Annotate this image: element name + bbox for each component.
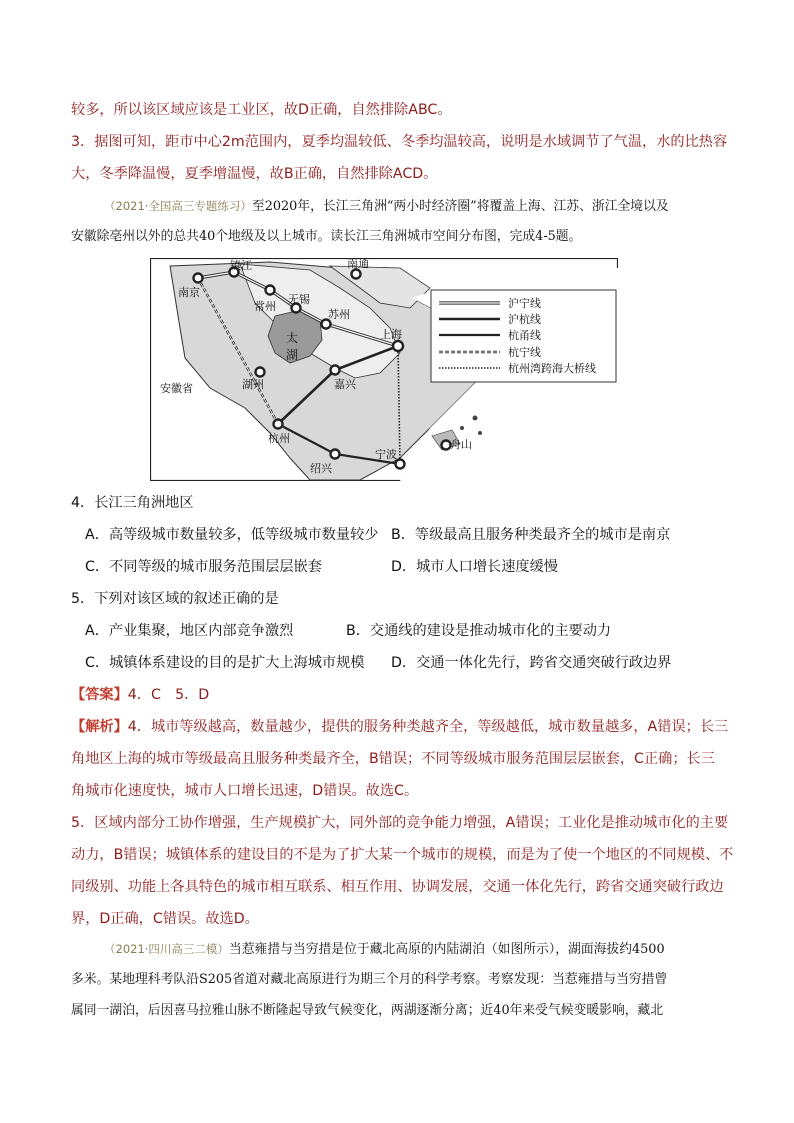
city-label: 常州 xyxy=(254,300,276,313)
analysis-line: 动力，B错误；城镇体系的建设目的不是为了扩大某一个城市的规模，而是为了使一个地区的不同规模、不 xyxy=(71,847,734,863)
city-jiaxing-marker xyxy=(331,366,340,375)
analysis-text: 4．城市等级越高，数量越少，提供的服务种类越齐全，等级越低，城市数量越多，A错误；长三 xyxy=(127,719,729,735)
analysis-line xyxy=(71,717,728,737)
analysis-line: 5．区域内部分工协作增强，生产规模扩大，同外部的竞争能力增强，A错误；工业化是推动城市化的主要 xyxy=(71,815,729,831)
city-label: 绍兴 xyxy=(310,462,332,475)
city-nantong-marker xyxy=(352,270,361,279)
stem-text: 至2020年，长江三角洲“两小时经济圈”将覆盖上海、江苏、浙江全境以及 xyxy=(251,199,669,214)
option-4a: A．高等级城市数量较多，低等级城市数量较少 xyxy=(85,527,379,543)
option-4d: D．城市人口增长速度缓慢 xyxy=(391,559,558,575)
legend-label: 沪宁线 xyxy=(508,297,541,310)
option-4c: C．不同等级的城市服务范围层层嵌套 xyxy=(85,559,322,575)
stem-text: 属同一湖泊，后因喜马拉雅山脉不断隆起导致气候变化，两湖逐渐分离；近40年来受气候变暖影响，藏北 xyxy=(71,1003,664,1018)
question-5-stem: 5．下列对该区域的叙述正确的是 xyxy=(71,591,279,607)
city-label: 苏州 xyxy=(328,308,350,321)
legend-label: 杭宁线 xyxy=(508,346,541,359)
legend-label: 杭州湾跨海大桥线 xyxy=(508,362,596,375)
city-shaoxing-marker xyxy=(331,450,340,459)
option-4b: B．等级最高且服务种类最齐全的城市是南京 xyxy=(391,527,671,543)
city-label: 宁波 xyxy=(375,448,397,461)
lake-label: 湖 xyxy=(286,348,299,362)
analysis-line: 3．据图可知，距市中心2m范围内，夏季均温较低、冬季均温较高，说明是水域调节了气温，水的比热容 xyxy=(71,134,728,150)
option-5d: D．交通一体化先行，跨省交通突破行政边界 xyxy=(391,655,672,671)
map-legend xyxy=(431,290,616,382)
question-stem xyxy=(0,197,794,216)
analysis-label: 【解析】 xyxy=(71,719,128,735)
answer-text: 4．C 5．D xyxy=(127,687,210,703)
city-changzhou-marker xyxy=(266,286,275,295)
option-5a: A．产业集聚，地区内部竞争激烈 xyxy=(85,623,294,639)
city-label: 南通 xyxy=(347,258,369,270)
city-label: 湖州 xyxy=(242,378,264,391)
analysis-line: 同级别、功能上各具特色的城市相互联系、相互作用、协调发展，交通一体化先行，跨省交通突破行政边 xyxy=(71,879,724,895)
answer-label: 【答案】 xyxy=(71,687,128,703)
stem-text: 当惹雍措与当穷措是位于藏北高原的内陆湖泊（如图所示），湖面海拔约4500 xyxy=(228,942,665,957)
lake-label: 太 xyxy=(286,331,299,345)
city-nanjing-marker xyxy=(194,274,203,283)
question-4-stem: 4．长江三角洲地区 xyxy=(71,495,194,511)
city-huzhou-marker xyxy=(256,368,265,377)
analysis-line: 角城市化速度快，城市人口增长迅速，D错误。故选C。 xyxy=(71,783,419,799)
city-label: 杭州 xyxy=(268,432,290,445)
legend-label: 沪杭线 xyxy=(508,313,541,326)
analysis-line: 角地区上海的城市等级最高且服务种类最齐全，B错误；不同等级城市服务范围层层嵌套，C正确；长三 xyxy=(71,751,715,767)
analysis-line: 界，D正确，C错误。故选D。 xyxy=(71,911,259,927)
city-label: 舟山 xyxy=(450,438,472,451)
city-hangzhou-marker xyxy=(274,420,283,429)
source-tag: （2021·四川高三二模） xyxy=(104,942,229,956)
legend-label: 杭甬线 xyxy=(508,329,541,342)
stem-text: 安徽除亳州以外的总共40个地级及以上城市。读长江三角洲城市空间分布图，完成4-5题。 xyxy=(71,229,582,244)
city-label: 镇江 xyxy=(230,259,252,272)
city-label: 无锡 xyxy=(288,293,310,306)
analysis-line: 大，冬季降温慢，夏季增温慢，故B正确，自然排除ACD。 xyxy=(71,166,438,182)
yangtze-delta-map xyxy=(150,258,618,481)
city-label: 南京 xyxy=(178,286,200,299)
city-shanghai-marker xyxy=(393,341,403,351)
question-stem xyxy=(0,940,794,959)
province-label: 安徽省 xyxy=(160,382,193,395)
source-tag: （2021·全国高三专题练习） xyxy=(104,199,252,213)
option-5b: B．交通线的建设是推动城市化的主要动力 xyxy=(346,623,612,639)
option-5c: C．城镇体系建设的目的是扩大上海城市规模 xyxy=(85,655,365,671)
city-label: 上海 xyxy=(380,328,402,341)
stem-text: 多米。某地理科考队沿S205省道对藏北高原进行为期三个月的科学考察。考察发现：当惹雍措与当穷措曾 xyxy=(71,972,668,987)
analysis-line: 较多，所以该区域应该是工业区，故D正确，自然排除ABC。 xyxy=(71,102,452,118)
city-label: 嘉兴 xyxy=(334,378,356,391)
answer-line xyxy=(71,685,209,705)
